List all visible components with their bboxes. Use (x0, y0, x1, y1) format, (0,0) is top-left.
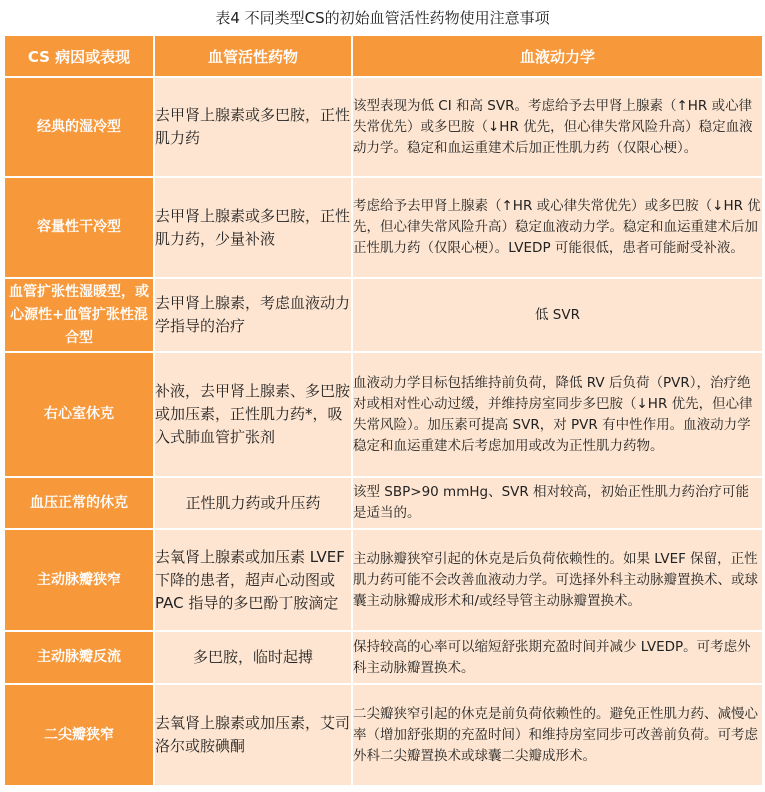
drug-cell: 正性肌力药或升压药 (154, 477, 352, 529)
header-cause: CS 病因或表现 (4, 35, 154, 77)
cause-cell: 血压正常的休克 (4, 477, 154, 529)
table-caption: 表4 不同类型CS的初始血管活性药物使用注意事项 (215, 9, 550, 27)
drug-cell: 去氧肾上腺素或加压素，艾司洛尔或胺碘酮 (154, 684, 352, 786)
hemodynamics-cell: 二尖瓣狭窄引起的休克是前负荷依赖性的。避免正性肌力药、减慢心率（增加舒张期的充盈时间）和维持房室同步可改善前负荷。可考虑外科二尖瓣置换术或球囊二尖瓣成形术。 (352, 684, 763, 786)
table-row (4, 352, 763, 477)
cause-cell: 主动脉瓣反流 (4, 631, 154, 684)
cs-vasoactive-table (3, 34, 764, 787)
hemodynamics-cell: 该型 SBP>90 mmHg、SVR 相对较高，初始正性肌力药治疗可能是适当的。 (352, 477, 763, 529)
drug-cell: 去甲肾上腺素或多巴胺，正性肌力药 (154, 77, 352, 177)
hemodynamics-cell: 考虑给予去甲肾上腺素（↑HR 或心律失常优先）或多巴胺（↓HR 优先，但心律失常风险升高）稳定血液动力学。稳定和血运重建术后加正性肌力药（仅限心梗）。LVEDP 可能很低，患者可能耐受补液。 (352, 177, 763, 278)
drug-cell: 去甲肾上腺素，考虑血液动力学指导的治疗 (154, 278, 352, 352)
cause-cell: 右心室休克 (4, 352, 154, 477)
table-row (4, 77, 763, 177)
table-row (4, 529, 763, 631)
hemodynamics-cell: 该型表现为低 CI 和高 SVR。考虑给予去甲肾上腺素（↑HR 或心律失常优先）或多巴胺（↓HR 优先，但心律失常风险升高）稳定血液动力学。稳定和血运重建术后加正性肌力药（仅限心梗）。 (352, 77, 763, 177)
drug-cell: 补液，去甲肾上腺素、多巴胺或加压素，正性肌力药*，吸入式肺血管扩张剂 (154, 352, 352, 477)
hemodynamics-cell: 血液动力学目标包括维持前负荷，降低 RV 后负荷（PVR），治疗绝对或相对性心动过缓，并维持房室同步多巴胺（↓HR 优先，但心律失常风险）。加压素可提高 SVR，对 PVR 有中性作用。血液动力学稳定和血运重建术后考虑加用或改为正性肌力药物。 (352, 352, 763, 477)
table-row (4, 278, 763, 352)
cause-cell: 容量性干冷型 (4, 177, 154, 278)
cause-cell: 二尖瓣狭窄 (4, 684, 154, 786)
table-row (4, 177, 763, 278)
cause-cell: 血管扩张性湿暖型，或心源性+血管扩张性混合型 (4, 278, 154, 352)
header-hemodynamics: 血液动力学 (352, 35, 763, 77)
table-row (4, 477, 763, 529)
drug-cell: 多巴胺，临时起搏 (154, 631, 352, 684)
drug-cell: 去氧肾上腺素或加压素 LVEF 下降的患者，超声心动图或 PAC 指导的多巴酚丁胺滴定 (154, 529, 352, 631)
header-drug: 血管活性药物 (154, 35, 352, 77)
drug-cell: 去甲肾上腺素或多巴胺，正性肌力药，少量补液 (154, 177, 352, 278)
table-row (4, 631, 763, 684)
hemodynamics-cell: 主动脉瓣狭窄引起的休克是后负荷依赖性的。如果 LVEF 保留，正性肌力药可能不会改善血液动力学。可选择外科主动脉瓣置换术、或球囊主动脉瓣成形术和/或经导管主动脉瓣置换术。 (352, 529, 763, 631)
cause-cell: 经典的湿冷型 (4, 77, 154, 177)
table-row (4, 684, 763, 786)
cause-cell: 主动脉瓣狭窄 (4, 529, 154, 631)
header-row (4, 35, 763, 77)
hemodynamics-cell: 保持较高的心率可以缩短舒张期充盈时间并减少 LVEDP。可考虑外科主动脉瓣置换术。 (352, 631, 763, 684)
hemodynamics-cell: 低 SVR (352, 278, 763, 352)
